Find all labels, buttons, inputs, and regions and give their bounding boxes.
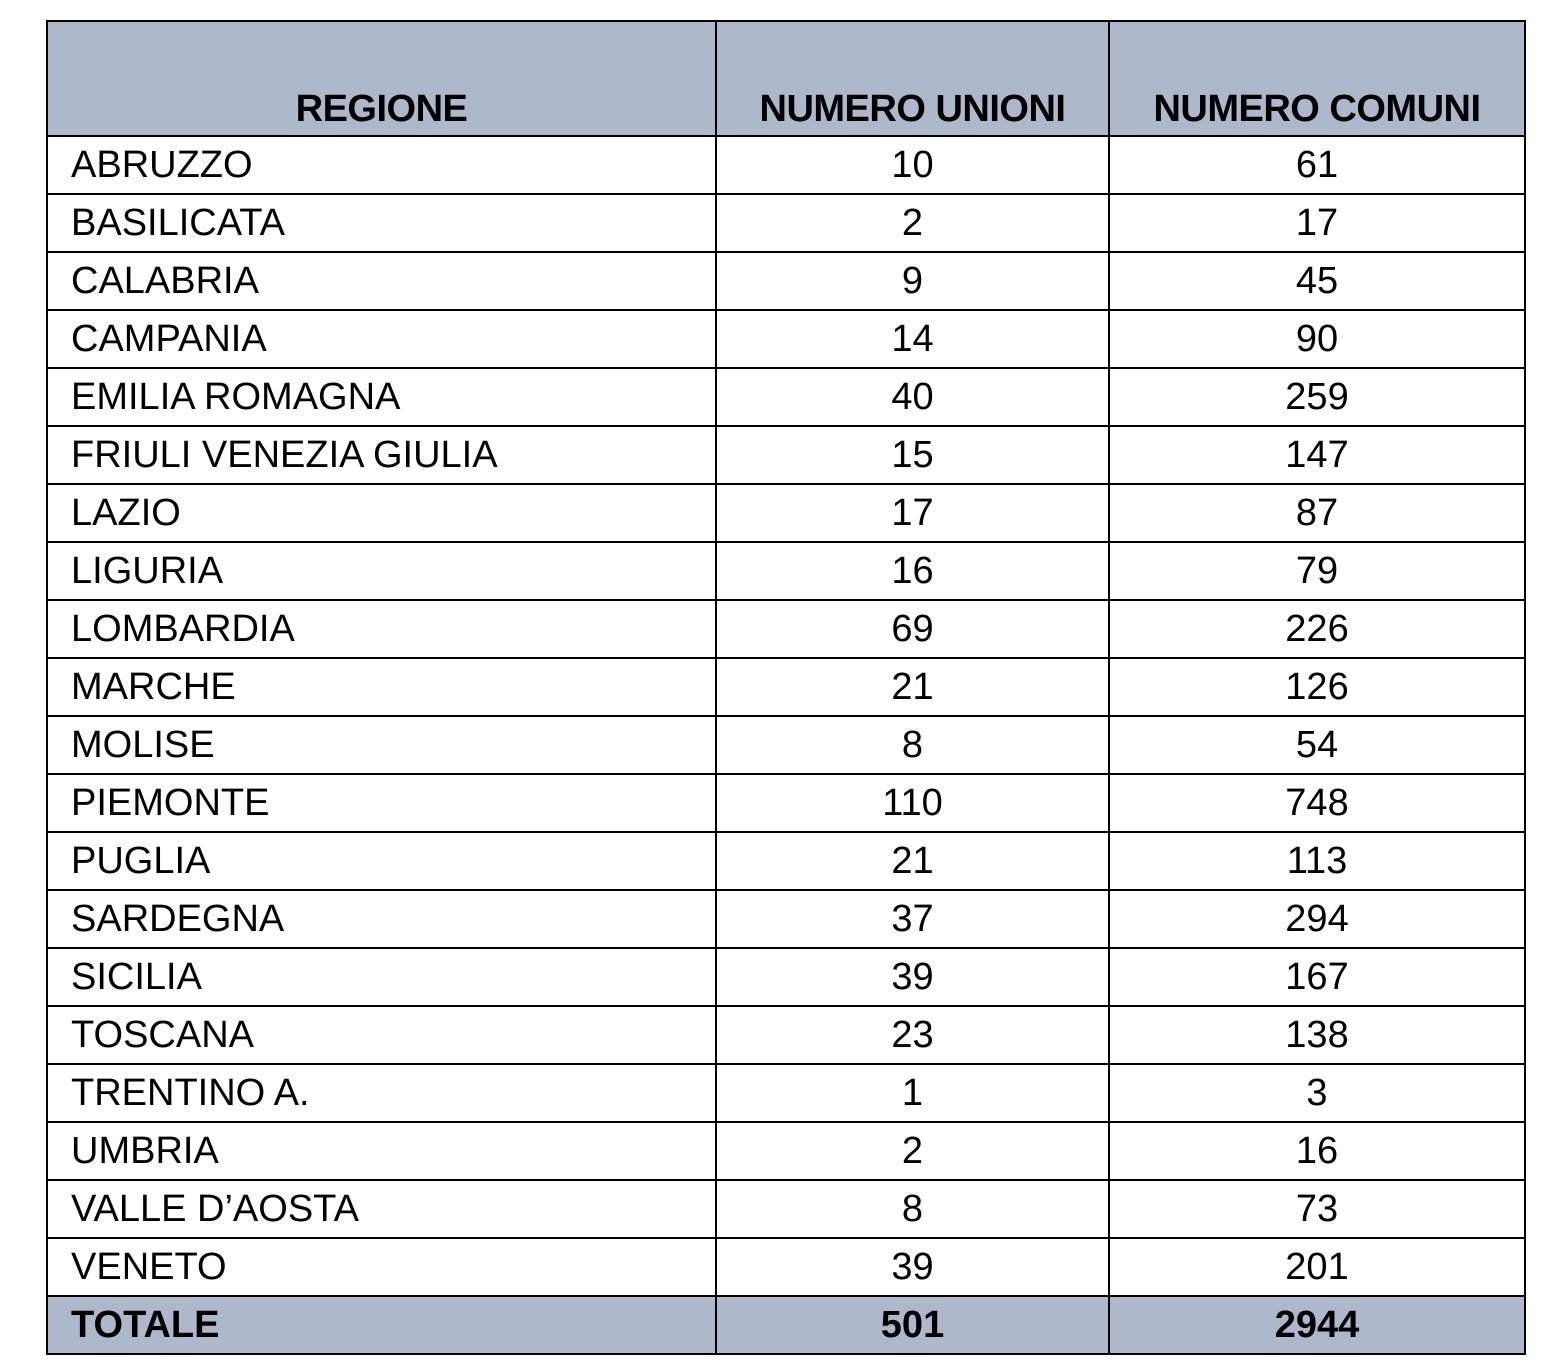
numero-unioni-cell: 9 [716,252,1109,310]
region-name-cell: UMBRIA [47,1122,716,1180]
region-name-cell: LIGURIA [47,542,716,600]
numero-comuni-cell: 201 [1109,1238,1525,1296]
table-row [47,426,1525,484]
numero-comuni-cell: 294 [1109,890,1525,948]
numero-unioni-cell: 23 [716,1006,1109,1064]
header-regione: REGIONE [47,21,716,136]
numero-comuni-cell: 3 [1109,1064,1525,1122]
numero-unioni-cell: 69 [716,600,1109,658]
table-row [47,600,1525,658]
region-name-cell: CAMPANIA [47,310,716,368]
region-name-cell: VALLE D’AOSTA [47,1180,716,1238]
numero-comuni-cell: 61 [1109,136,1525,194]
table-row [47,1064,1525,1122]
region-name-cell: LOMBARDIA [47,600,716,658]
table-row [47,484,1525,542]
numero-unioni-cell: 14 [716,310,1109,368]
table-row [47,890,1525,948]
table-row [47,774,1525,832]
numero-unioni-cell: 40 [716,368,1109,426]
region-name-cell: TRENTINO A. [47,1064,716,1122]
numero-unioni-cell: 16 [716,542,1109,600]
region-name-cell: MOLISE [47,716,716,774]
total-label: TOTALE [47,1296,716,1354]
table-row [47,1180,1525,1238]
table-row [47,832,1525,890]
numero-unioni-cell: 110 [716,774,1109,832]
table-row [47,1006,1525,1064]
numero-unioni-cell: 1 [716,1064,1109,1122]
table-row [47,542,1525,600]
total-unioni: 501 [716,1296,1109,1354]
region-name-cell: ABRUZZO [47,136,716,194]
table-row [47,716,1525,774]
header-numero-unioni: NUMERO UNIONI [716,21,1109,136]
numero-comuni-cell: 45 [1109,252,1525,310]
numero-unioni-cell: 39 [716,948,1109,1006]
numero-unioni-cell: 21 [716,658,1109,716]
table-row [47,1122,1525,1180]
numero-unioni-cell: 10 [716,136,1109,194]
numero-comuni-cell: 87 [1109,484,1525,542]
numero-comuni-cell: 17 [1109,194,1525,252]
region-name-cell: SARDEGNA [47,890,716,948]
region-name-cell: LAZIO [47,484,716,542]
header-numero-comuni: NUMERO COMUNI [1109,21,1525,136]
numero-unioni-cell: 39 [716,1238,1109,1296]
table-row [47,948,1525,1006]
region-name-cell: PIEMONTE [47,774,716,832]
numero-unioni-cell: 8 [716,1180,1109,1238]
table-row [47,1238,1525,1296]
table-row [47,310,1525,368]
table-header [47,21,1525,136]
numero-comuni-cell: 748 [1109,774,1525,832]
data-table-container [46,20,1524,1355]
numero-unioni-cell: 21 [716,832,1109,890]
numero-comuni-cell: 54 [1109,716,1525,774]
region-name-cell: EMILIA ROMAGNA [47,368,716,426]
region-name-cell: CALABRIA [47,252,716,310]
region-name-cell: PUGLIA [47,832,716,890]
numero-comuni-cell: 167 [1109,948,1525,1006]
numero-unioni-cell: 2 [716,1122,1109,1180]
table-row [47,252,1525,310]
region-name-cell: FRIULI VENEZIA GIULIA [47,426,716,484]
numero-comuni-cell: 113 [1109,832,1525,890]
numero-unioni-cell: 17 [716,484,1109,542]
region-name-cell: BASILICATA [47,194,716,252]
numero-comuni-cell: 16 [1109,1122,1525,1180]
region-name-cell: SICILIA [47,948,716,1006]
region-name-cell: VENETO [47,1238,716,1296]
numero-unioni-cell: 8 [716,716,1109,774]
region-name-cell: TOSCANA [47,1006,716,1064]
table-row [47,136,1525,194]
table-footer [47,1296,1525,1354]
numero-comuni-cell: 126 [1109,658,1525,716]
numero-comuni-cell: 259 [1109,368,1525,426]
numero-comuni-cell: 73 [1109,1180,1525,1238]
header-row [47,21,1525,136]
table-body [47,136,1525,1296]
total-row [47,1296,1525,1354]
numero-comuni-cell: 79 [1109,542,1525,600]
region-name-cell: MARCHE [47,658,716,716]
numero-unioni-cell: 2 [716,194,1109,252]
table-row [47,658,1525,716]
numero-unioni-cell: 15 [716,426,1109,484]
total-comuni: 2944 [1109,1296,1525,1354]
numero-comuni-cell: 147 [1109,426,1525,484]
regions-table [46,20,1526,1355]
numero-comuni-cell: 138 [1109,1006,1525,1064]
table-row [47,194,1525,252]
table-row [47,368,1525,426]
numero-comuni-cell: 226 [1109,600,1525,658]
numero-comuni-cell: 90 [1109,310,1525,368]
numero-unioni-cell: 37 [716,890,1109,948]
